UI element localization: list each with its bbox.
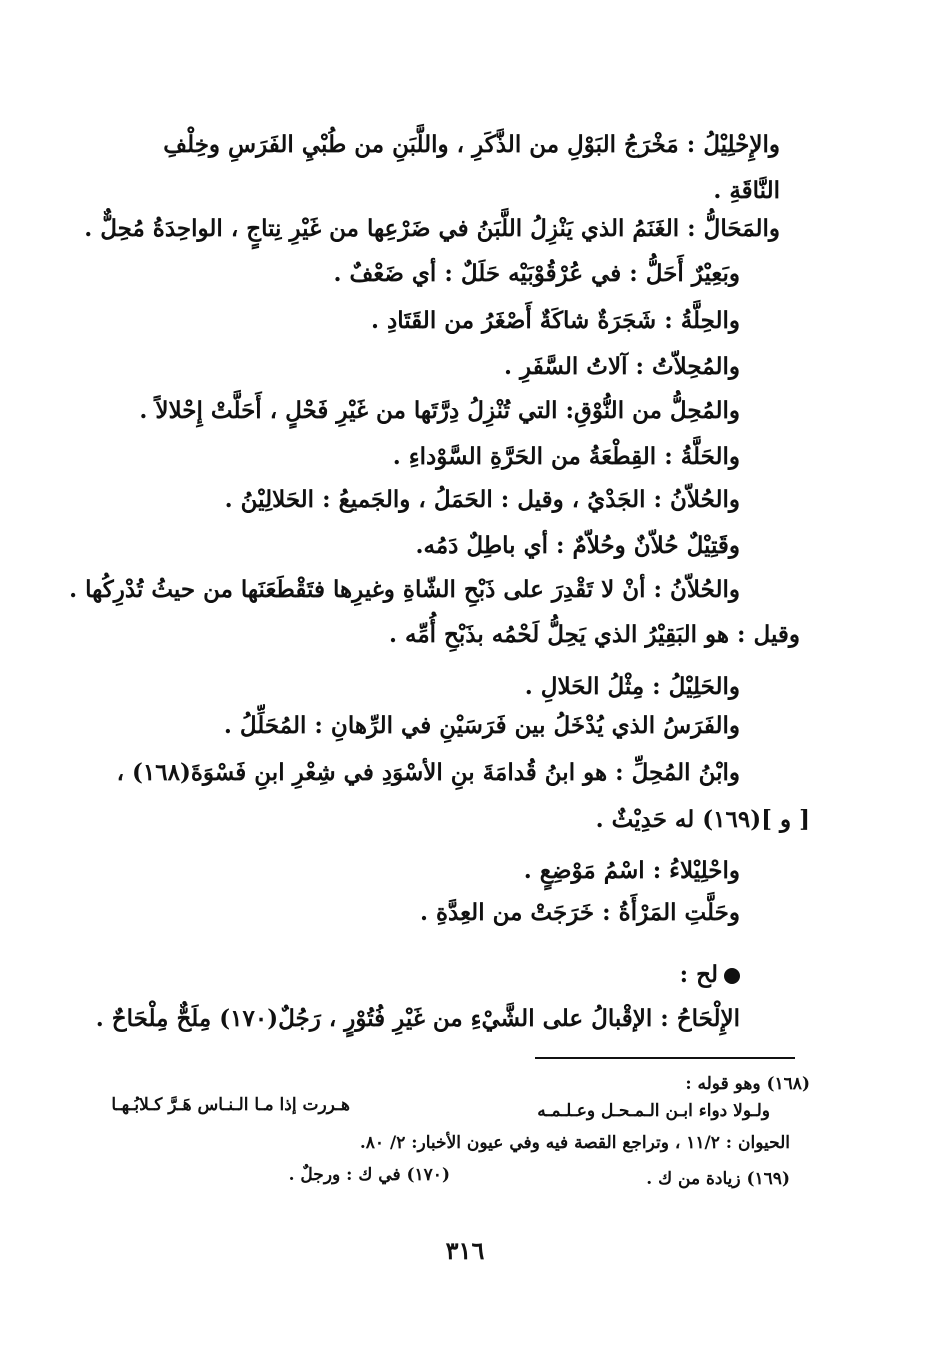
footnote-168-label: (١٦٨) وهو قوله : [685, 1074, 810, 1094]
entry-line: والإِحْلِيْلُ : مَخْرَجُ البَوْلِ من الذَّكَرِ ، واللَّبَنِ من طُبْيِ الفَرَسِ وخِلْفِ [163, 131, 780, 158]
section-heading-text: لح : [679, 961, 718, 988]
entry-line: والحُلاّنُ : الجَدْيُ ، وقيل : الحَمَلُ ، والجَميعُ : الحَلالِيْنُ . [224, 486, 740, 513]
entry-line: والمُحِلاّتُ : آلاتُ السَّفَرِ . [504, 353, 740, 380]
entry-line: وحَلَّتِ المَرْأَةُ : خَرَجَتْ من العِدَّةِ . [419, 899, 740, 926]
verse-first-half: ولـولا دواء ابـن الـمـحـل وعـلـمـه [537, 1101, 770, 1121]
entry-line: النَّاقَةِ . [713, 177, 780, 204]
entry-line: وقيل : هو البَقِيْرُ الذي يَحِلُّ لَحْمُه بذَبْحِ أُمِّه . [388, 621, 800, 648]
verse-second-half: هـررت إذا مـا الـنـاس هَـرَّ كـلابُـهـا [111, 1095, 350, 1115]
entry-line: وبَعِيْرٌ أَحَلُّ : في عُرْقُوْبَيْه حَلَلٌ : أي ضَعْفٌ . [333, 260, 740, 287]
bullet-icon [724, 968, 740, 984]
footnote-divider [535, 1057, 795, 1059]
entry-line: وقَتِيْلٌ حُلاّنٌ وحُلاّمٌ : أي باطِلٌ دَمُه. [415, 532, 740, 559]
entry-line: [ و ](١٦٩) له حَدِيْثٌ . [595, 806, 810, 833]
footnote-169: (١٦٩) زيادة من ك . [646, 1169, 790, 1189]
entry-line: واحْلِيْلاءُ : اسْمُ مَوْضِعٍ . [523, 857, 740, 884]
entry-line: والحَلَّةُ : القِطْعَةُ من الحَرَّةِ السَّوْداءِ . [392, 443, 740, 470]
entry-line: الإِلْحَاحُ : الإقْبالُ على الشَّيْءِ من غَيْرِ فُتُوْرٍ ، رَجُلٌ(١٧٠) مِلَحٌّ مِلْحَاحٌ . [95, 1005, 740, 1032]
entry-line: وابْنُ المُحِلِّ : هو ابنُ قُدامَةَ بنِ الأسْوَدِ في شِعْرِ ابنِ فَسْوَةَ(١٦٨) ، [116, 759, 740, 786]
entry-line: والحُلاّنُ : أنْ لا تَقْدِرَ على ذَبْحِ الشّاةِ وغيرِها فتَقْطَعَنَها من حيثُ تُدْرِكُها . [69, 576, 740, 603]
entry-line: والحَلِيْلُ : مِثْلُ الحَلالِ . [524, 673, 740, 700]
entry-line: والحِلَّةُ : شَجَرَةٌ شاكَةٌ أَصْغَرُ من القَتَادِ . [370, 307, 740, 334]
entry-line: والمُحِلُّ من النُّوْقِ: التي تُنْزِلُ دِرَّتَها من غَيْرِ فَحْلٍ ، أَحَلَّتْ إِحْلالاً . [139, 397, 740, 424]
footnote-170: (١٧٠) في ك : ورجلٌ . [288, 1165, 450, 1185]
entry-line: والفَرَسُ الذي يُدْخَلُ بين فَرَسَيْنِ في الرِّهانِ : المُحَلِّلُ . [223, 712, 740, 739]
page-number: ٣١٦ [445, 1236, 485, 1265]
entry-line: والمَحَالُّ : الغَنَمُ الذي يَنْزِلُ اللَّبَنُ في ضَرْعِها من غَيْرِ نِتاجٍ ، الواحِدَةُ مُحِلٌّ . [84, 215, 780, 242]
section-heading [680, 960, 740, 990]
footnote-source: الحيوان : ١١/٢ ، وتراجع القصة فيه وفي عيون الأخبار: ٢/ ٨٠. [359, 1133, 790, 1153]
